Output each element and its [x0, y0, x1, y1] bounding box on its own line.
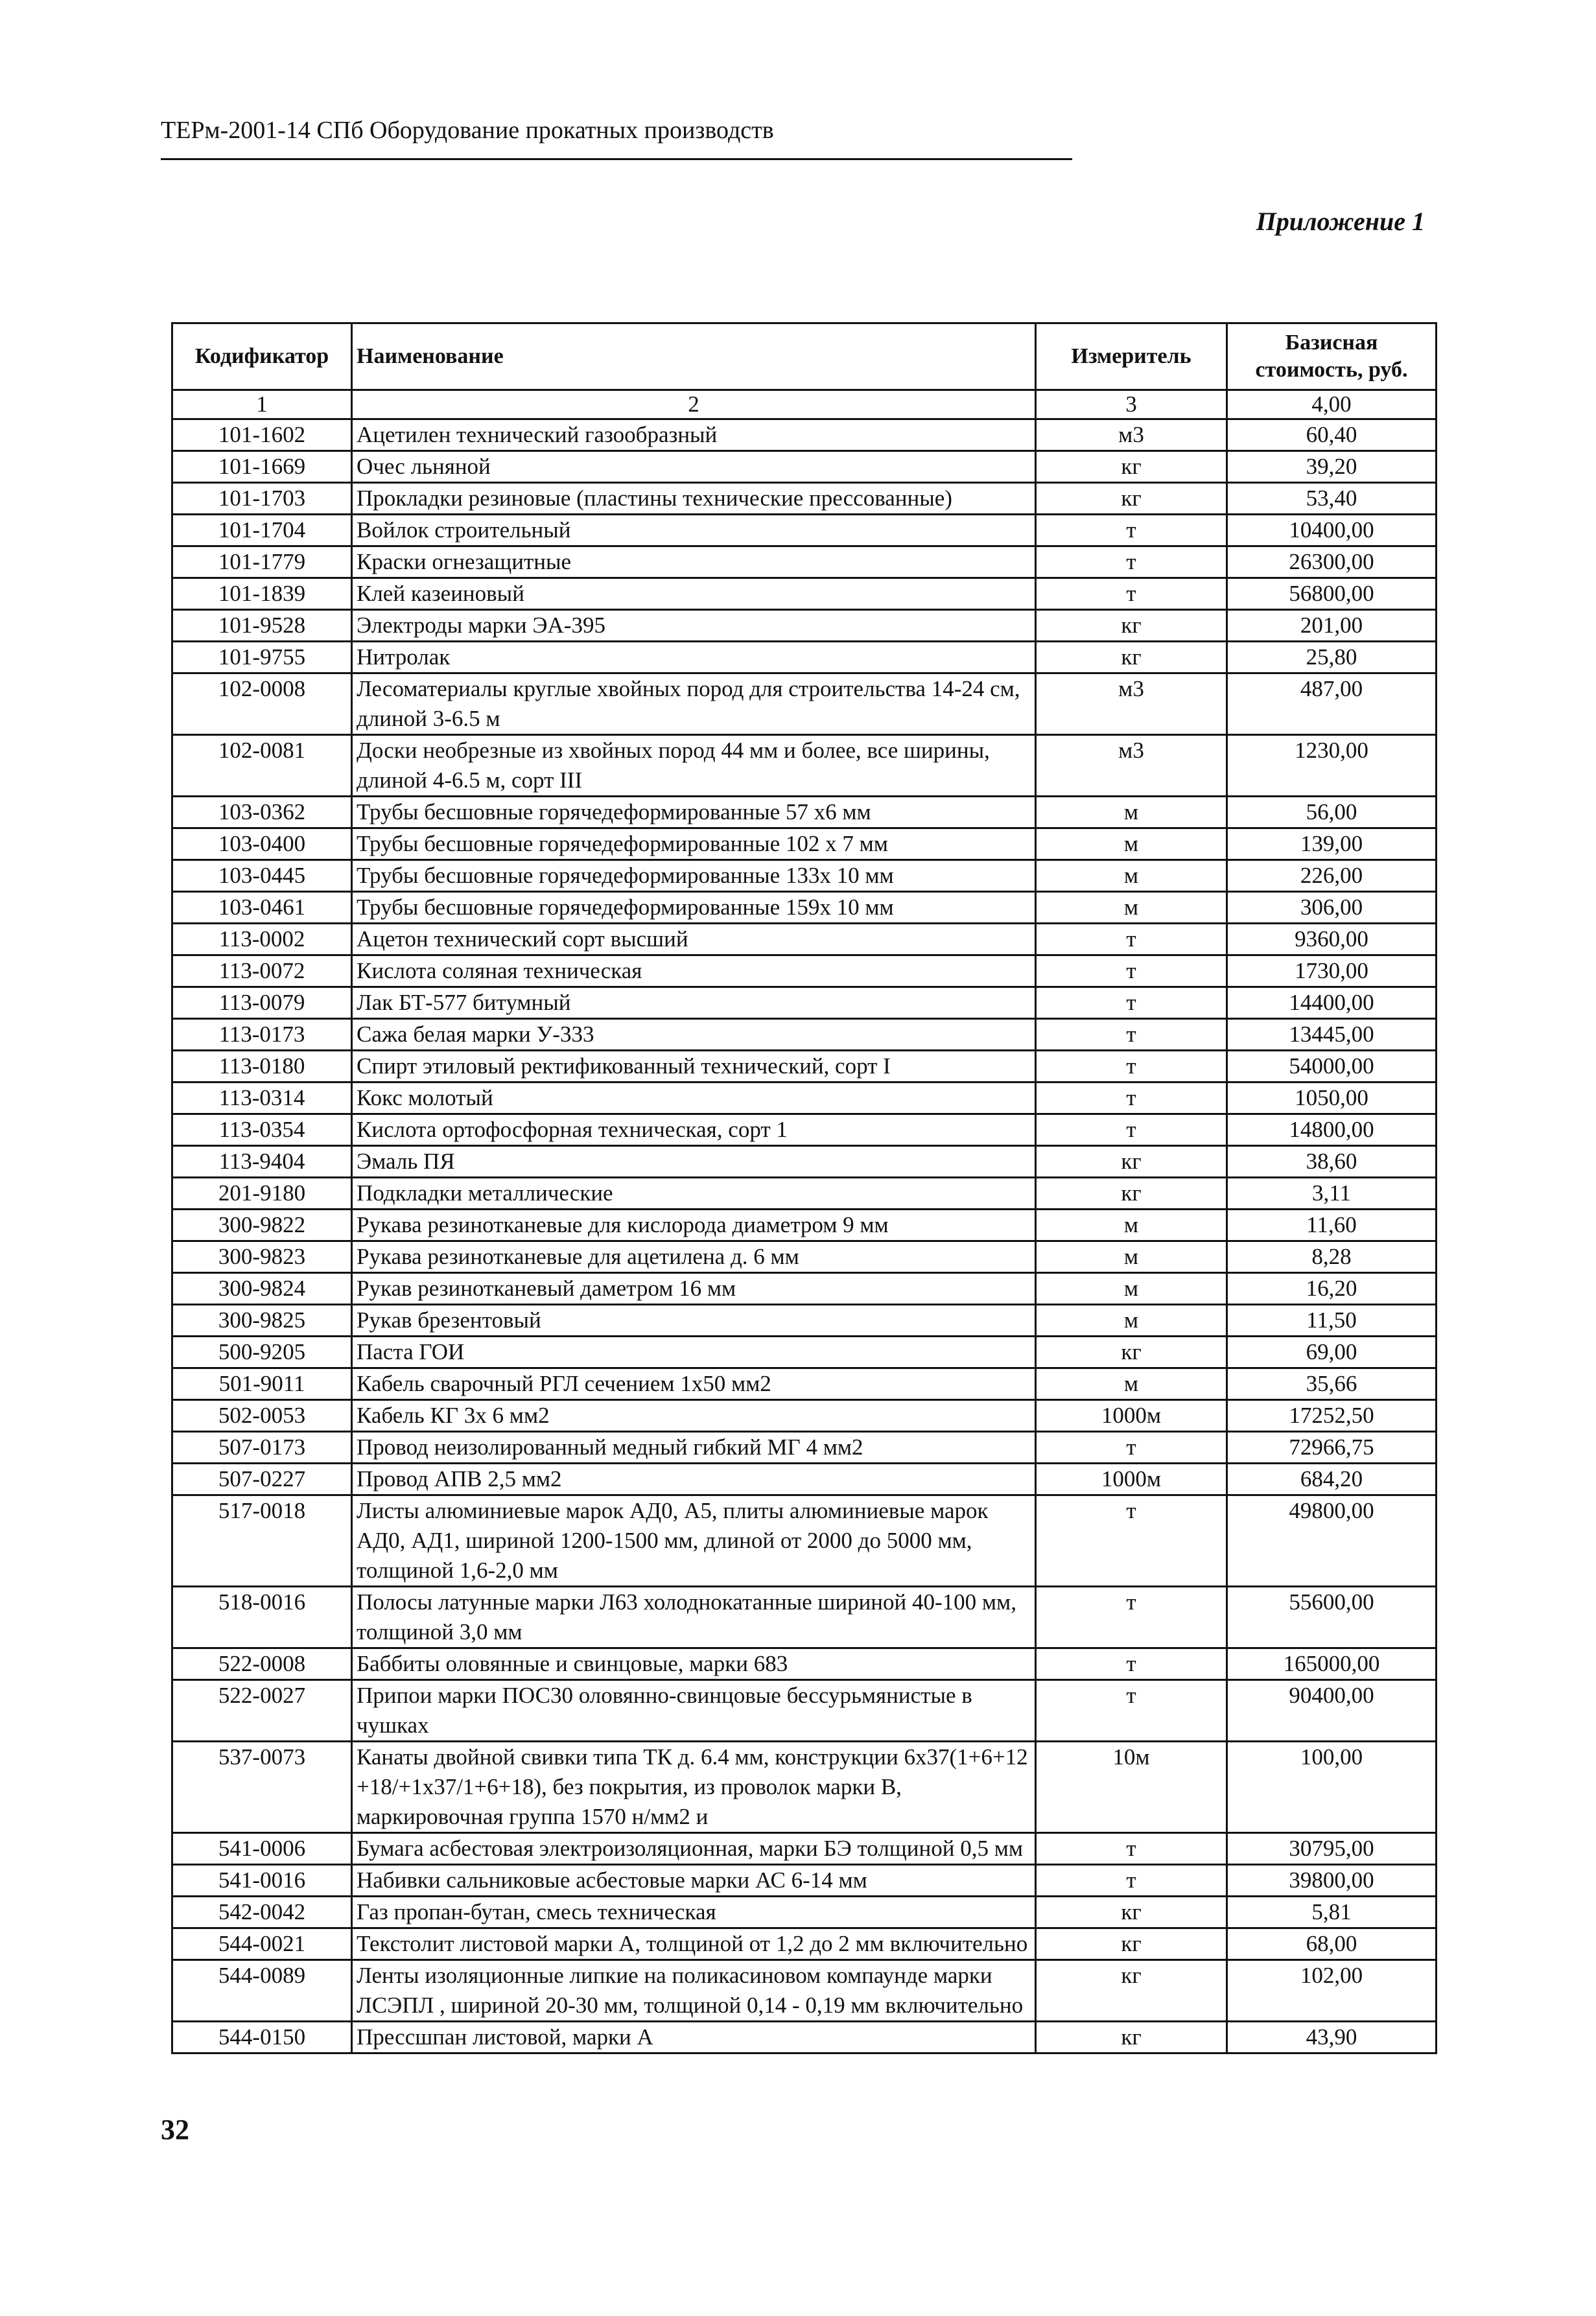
cell-name: Набивки сальниковые асбестовые марки АС 6-14 мм	[352, 1865, 1036, 1897]
cell-name: Кокс молотый	[352, 1082, 1036, 1114]
cell-name: Клей казеиновый	[352, 578, 1036, 610]
cell-name: Провод АПВ 2,5 мм2	[352, 1464, 1036, 1495]
cell-price: 5,81	[1227, 1897, 1437, 1928]
table-row	[172, 673, 1437, 735]
cell-price: 13445,00	[1227, 1019, 1437, 1051]
table-row	[172, 1051, 1437, 1082]
table-row	[172, 1368, 1437, 1400]
cell-name: Ацетон технический сорт высший	[352, 924, 1036, 955]
cell-name: Спирт этиловый ректификованный технический, сорт I	[352, 1051, 1036, 1082]
cell-code: 101-1839	[172, 578, 352, 610]
cell-unit: т	[1036, 1865, 1227, 1897]
table-row	[172, 1273, 1437, 1305]
table-row	[172, 1210, 1437, 1241]
table-row	[172, 955, 1437, 987]
cell-price: 306,00	[1227, 892, 1437, 924]
cell-code: 103-0445	[172, 860, 352, 892]
cell-name: Прокладки резиновые (пластины технические прессованные)	[352, 483, 1036, 515]
cell-name: Баббиты оловянные и свинцовые, марки 683	[352, 1648, 1036, 1680]
cell-price: 10400,00	[1227, 515, 1437, 546]
cell-unit: т	[1036, 1495, 1227, 1587]
cell-unit: т	[1036, 1648, 1227, 1680]
cell-unit: м	[1036, 1241, 1227, 1273]
cell-price: 9360,00	[1227, 924, 1437, 955]
cell-code: 113-0072	[172, 955, 352, 987]
cell-name: Доски необрезные из хвойных пород 44 мм и более, все ширины, длиной 4-6.5 м, сорт III	[352, 735, 1036, 797]
cell-price: 139,00	[1227, 828, 1437, 860]
table-row	[172, 1742, 1437, 1833]
cell-code: 101-1704	[172, 515, 352, 546]
column-number: 2	[352, 390, 1036, 419]
cell-code: 541-0016	[172, 1865, 352, 1897]
table-row	[172, 987, 1437, 1019]
cell-unit: т	[1036, 1082, 1227, 1114]
cell-unit: кг	[1036, 1146, 1227, 1178]
cell-unit: кг	[1036, 451, 1227, 483]
table-row	[172, 419, 1437, 451]
table-row	[172, 546, 1437, 578]
cell-code: 101-1779	[172, 546, 352, 578]
cell-unit: кг	[1036, 1928, 1227, 1960]
cell-name: Ацетилен технический газообразный	[352, 419, 1036, 451]
cell-name: Паста ГОИ	[352, 1337, 1036, 1368]
cell-price: 14800,00	[1227, 1114, 1437, 1146]
cell-code: 113-0180	[172, 1051, 352, 1082]
cell-code: 101-1703	[172, 483, 352, 515]
cell-unit: м3	[1036, 419, 1227, 451]
cell-price: 68,00	[1227, 1928, 1437, 1960]
cell-price: 56800,00	[1227, 578, 1437, 610]
cell-code: 101-9528	[172, 610, 352, 642]
cell-price: 49800,00	[1227, 1495, 1437, 1587]
cell-price: 17252,50	[1227, 1400, 1437, 1432]
cell-name: Лак БТ-577 битумный	[352, 987, 1036, 1019]
cell-name: Сажа белая марки У-333	[352, 1019, 1036, 1051]
cell-unit: т	[1036, 578, 1227, 610]
cell-price: 35,66	[1227, 1368, 1437, 1400]
cell-price: 684,20	[1227, 1464, 1437, 1495]
cell-unit: т	[1036, 1587, 1227, 1648]
cell-price: 60,40	[1227, 419, 1437, 451]
cell-name: Кабель сварочный РГЛ сечением 1х50 мм2	[352, 1368, 1036, 1400]
cell-unit: м	[1036, 1368, 1227, 1400]
cell-name: Текстолит листовой марки А, толщиной от 1,2 до 2 мм включительно	[352, 1928, 1036, 1960]
header-price: Базисная стоимость, руб.	[1227, 323, 1437, 390]
cell-code: 300-9825	[172, 1305, 352, 1337]
cell-unit: м	[1036, 1305, 1227, 1337]
table-row	[172, 1146, 1437, 1178]
cell-price: 487,00	[1227, 673, 1437, 735]
cell-price: 25,80	[1227, 642, 1437, 673]
cell-price: 102,00	[1227, 1960, 1437, 2022]
cell-unit: м	[1036, 828, 1227, 860]
cell-name: Листы алюминиевые марок АД0, А5, плиты алюминиевые марок АД0, АД1, шириной 1200-1500 мм, длиной от 2000 до 5000 мм, толщиной 1,6-2,0 мм	[352, 1495, 1036, 1587]
cell-code: 201-9180	[172, 1178, 352, 1210]
cell-name: Рукав резинотканевый даметром 16 мм	[352, 1273, 1036, 1305]
table-row	[172, 1432, 1437, 1464]
column-number: 3	[1036, 390, 1227, 419]
cell-price: 16,20	[1227, 1273, 1437, 1305]
cell-name: Нитролак	[352, 642, 1036, 673]
cell-price: 11,50	[1227, 1305, 1437, 1337]
cell-unit: т	[1036, 955, 1227, 987]
cell-name: Войлок строительный	[352, 515, 1036, 546]
cell-code: 113-9404	[172, 1146, 352, 1178]
cell-price: 39,20	[1227, 451, 1437, 483]
cell-name: Рукава резинотканевые для кислорода диаметром 9 мм	[352, 1210, 1036, 1241]
cell-unit: т	[1036, 546, 1227, 578]
cell-code: 113-0314	[172, 1082, 352, 1114]
document-header-title: ТЕРм-2001-14 СПб Оборудование прокатных производств	[161, 117, 774, 144]
column-number-row	[172, 390, 1437, 419]
cell-unit: кг	[1036, 1960, 1227, 2022]
column-number: 4,00	[1227, 390, 1437, 419]
table-row	[172, 1400, 1437, 1432]
cell-unit: т	[1036, 1051, 1227, 1082]
cell-unit: кг	[1036, 610, 1227, 642]
cell-unit: т	[1036, 1680, 1227, 1742]
cell-name: Рукав брезентовый	[352, 1305, 1036, 1337]
cell-code: 518-0016	[172, 1587, 352, 1648]
cell-name: Бумага асбестовая электроизоляционная, марки БЭ толщиной 0,5 мм	[352, 1833, 1036, 1865]
cell-unit: м	[1036, 860, 1227, 892]
table-row	[172, 924, 1437, 955]
cell-code: 537-0073	[172, 1742, 352, 1833]
cell-code: 541-0006	[172, 1833, 352, 1865]
cell-name: Ленты изоляционные липкие на поликасиновом компаунде марки ЛСЭПЛ , шириной 20-30 мм, толщиной 0,14 - 0,19 мм включительно	[352, 1960, 1036, 2022]
cell-name: Кабель КГ 3х 6 мм2	[352, 1400, 1036, 1432]
cell-unit: м	[1036, 892, 1227, 924]
header-divider	[161, 158, 1072, 160]
table-row	[172, 1241, 1437, 1273]
table-row	[172, 892, 1437, 924]
cell-price: 54000,00	[1227, 1051, 1437, 1082]
cell-code: 102-0081	[172, 735, 352, 797]
table-row	[172, 1680, 1437, 1742]
table-row	[172, 1897, 1437, 1928]
cell-price: 1050,00	[1227, 1082, 1437, 1114]
cell-price: 1230,00	[1227, 735, 1437, 797]
cell-name: Эмаль ПЯ	[352, 1146, 1036, 1178]
appendix-label: Приложение 1	[1256, 207, 1425, 236]
cell-name: Провод неизолированный медный гибкий МГ 4 мм2	[352, 1432, 1036, 1464]
cell-price: 8,28	[1227, 1241, 1437, 1273]
cell-code: 300-9823	[172, 1241, 352, 1273]
cell-unit: т	[1036, 987, 1227, 1019]
cell-unit: кг	[1036, 1178, 1227, 1210]
cell-unit: т	[1036, 1019, 1227, 1051]
cell-name: Трубы бесшовные горячедеформированные 102 х 7 мм	[352, 828, 1036, 860]
cell-unit: 10м	[1036, 1742, 1227, 1833]
table-row	[172, 1648, 1437, 1680]
cell-code: 501-9011	[172, 1368, 352, 1400]
table-row	[172, 1114, 1437, 1146]
table-row	[172, 578, 1437, 610]
cell-price: 72966,75	[1227, 1432, 1437, 1464]
table-row	[172, 1019, 1437, 1051]
page-number: 32	[161, 2114, 189, 2146]
cell-name: Краски огнезащитные	[352, 546, 1036, 578]
table-row	[172, 2022, 1437, 2053]
cell-unit: т	[1036, 1833, 1227, 1865]
cell-price: 90400,00	[1227, 1680, 1437, 1742]
cell-unit: 1000м	[1036, 1464, 1227, 1495]
cell-code: 544-0021	[172, 1928, 352, 1960]
cell-code: 113-0173	[172, 1019, 352, 1051]
table-row	[172, 610, 1437, 642]
cell-unit: м	[1036, 797, 1227, 828]
cell-name: Прессшпан листовой, марки А	[352, 2022, 1036, 2053]
cell-name: Канаты двойной свивки типа ТК д. 6.4 мм, конструкции 6х37(1+6+12 +18/+1х37/1+6+18), без покрытия, из проволок марки В, маркировочная группа 1570 н/мм2 и	[352, 1742, 1036, 1833]
cell-name: Газ пропан-бутан, смесь техническая	[352, 1897, 1036, 1928]
cell-code: 103-0362	[172, 797, 352, 828]
cell-code: 103-0461	[172, 892, 352, 924]
cell-code: 522-0008	[172, 1648, 352, 1680]
table-row	[172, 828, 1437, 860]
table-row	[172, 1960, 1437, 2022]
cell-unit: кг	[1036, 642, 1227, 673]
cell-code: 113-0354	[172, 1114, 352, 1146]
cell-price: 69,00	[1227, 1337, 1437, 1368]
cell-price: 38,60	[1227, 1146, 1437, 1178]
cell-unit: т	[1036, 1432, 1227, 1464]
table-header-row	[172, 323, 1437, 390]
cell-name: Электроды марки ЭА-395	[352, 610, 1036, 642]
table-row	[172, 1928, 1437, 1960]
table-row	[172, 515, 1437, 546]
table-row	[172, 451, 1437, 483]
table-body	[172, 390, 1437, 2053]
cell-unit: кг	[1036, 2022, 1227, 2053]
table-row	[172, 1337, 1437, 1368]
header-name: Наименование	[352, 323, 1036, 390]
table-row	[172, 483, 1437, 515]
table-row	[172, 1082, 1437, 1114]
cell-code: 507-0227	[172, 1464, 352, 1495]
table-row	[172, 1495, 1437, 1587]
cell-name: Кислота ортофосфорная техническая, сорт 1	[352, 1114, 1036, 1146]
materials-table	[171, 322, 1437, 2054]
table-row	[172, 797, 1437, 828]
cell-code: 502-0053	[172, 1400, 352, 1432]
cell-price: 14400,00	[1227, 987, 1437, 1019]
cell-name: Кислота соляная техническая	[352, 955, 1036, 987]
cell-price: 226,00	[1227, 860, 1437, 892]
cell-code: 113-0079	[172, 987, 352, 1019]
cell-price: 3,11	[1227, 1178, 1437, 1210]
table-row	[172, 1865, 1437, 1897]
table-row	[172, 1833, 1437, 1865]
cell-price: 43,90	[1227, 2022, 1437, 2053]
cell-code: 113-0002	[172, 924, 352, 955]
cell-unit: м3	[1036, 735, 1227, 797]
cell-price: 53,40	[1227, 483, 1437, 515]
cell-code: 101-9755	[172, 642, 352, 673]
cell-code: 300-9824	[172, 1273, 352, 1305]
cell-name: Трубы бесшовные горячедеформированные 57 х6 мм	[352, 797, 1036, 828]
cell-unit: кг	[1036, 1337, 1227, 1368]
cell-code: 102-0008	[172, 673, 352, 735]
cell-code: 517-0018	[172, 1495, 352, 1587]
cell-unit: м	[1036, 1273, 1227, 1305]
cell-price: 11,60	[1227, 1210, 1437, 1241]
cell-unit: т	[1036, 515, 1227, 546]
cell-unit: м	[1036, 1210, 1227, 1241]
cell-unit: т	[1036, 924, 1227, 955]
cell-code: 101-1602	[172, 419, 352, 451]
cell-name: Трубы бесшовные горячедеформированные 159х 10 мм	[352, 892, 1036, 924]
cell-price: 56,00	[1227, 797, 1437, 828]
cell-name: Полосы латунные марки Л63 холоднокатанные шириной 40-100 мм, толщиной 3,0 мм	[352, 1587, 1036, 1648]
table-row	[172, 1587, 1437, 1648]
cell-name: Очес льняной	[352, 451, 1036, 483]
cell-price: 39800,00	[1227, 1865, 1437, 1897]
table-row	[172, 735, 1437, 797]
cell-code: 507-0173	[172, 1432, 352, 1464]
cell-name: Припои марки ПОС30 оловянно-свинцовые бессурьмянистые в чушках	[352, 1680, 1036, 1742]
cell-code: 101-1669	[172, 451, 352, 483]
cell-code: 544-0089	[172, 1960, 352, 2022]
header-unit: Измеритель	[1036, 323, 1227, 390]
table-row	[172, 1464, 1437, 1495]
cell-unit: м3	[1036, 673, 1227, 735]
cell-name: Трубы бесшовные горячедеформированные 133х 10 мм	[352, 860, 1036, 892]
table-row	[172, 860, 1437, 892]
materials-table-container	[171, 322, 1421, 2054]
cell-code: 542-0042	[172, 1897, 352, 1928]
cell-name: Лесоматериалы круглые хвойных пород для строительства 14-24 см, длиной 3-6.5 м	[352, 673, 1036, 735]
cell-code: 103-0400	[172, 828, 352, 860]
cell-code: 544-0150	[172, 2022, 352, 2053]
table-row	[172, 1305, 1437, 1337]
cell-price: 100,00	[1227, 1742, 1437, 1833]
cell-price: 201,00	[1227, 610, 1437, 642]
cell-price: 1730,00	[1227, 955, 1437, 987]
table-row	[172, 642, 1437, 673]
cell-price: 30795,00	[1227, 1833, 1437, 1865]
cell-unit: кг	[1036, 1897, 1227, 1928]
cell-name: Подкладки металлические	[352, 1178, 1036, 1210]
cell-code: 522-0027	[172, 1680, 352, 1742]
cell-code: 300-9822	[172, 1210, 352, 1241]
cell-unit: т	[1036, 1114, 1227, 1146]
cell-price: 165000,00	[1227, 1648, 1437, 1680]
table-row	[172, 1178, 1437, 1210]
cell-name: Рукава резинотканевые для ацетилена д. 6 мм	[352, 1241, 1036, 1273]
column-number: 1	[172, 390, 352, 419]
cell-unit: 1000м	[1036, 1400, 1227, 1432]
cell-price: 26300,00	[1227, 546, 1437, 578]
header-code: Кодификатор	[172, 323, 352, 390]
cell-code: 500-9205	[172, 1337, 352, 1368]
cell-unit: кг	[1036, 483, 1227, 515]
cell-price: 55600,00	[1227, 1587, 1437, 1648]
